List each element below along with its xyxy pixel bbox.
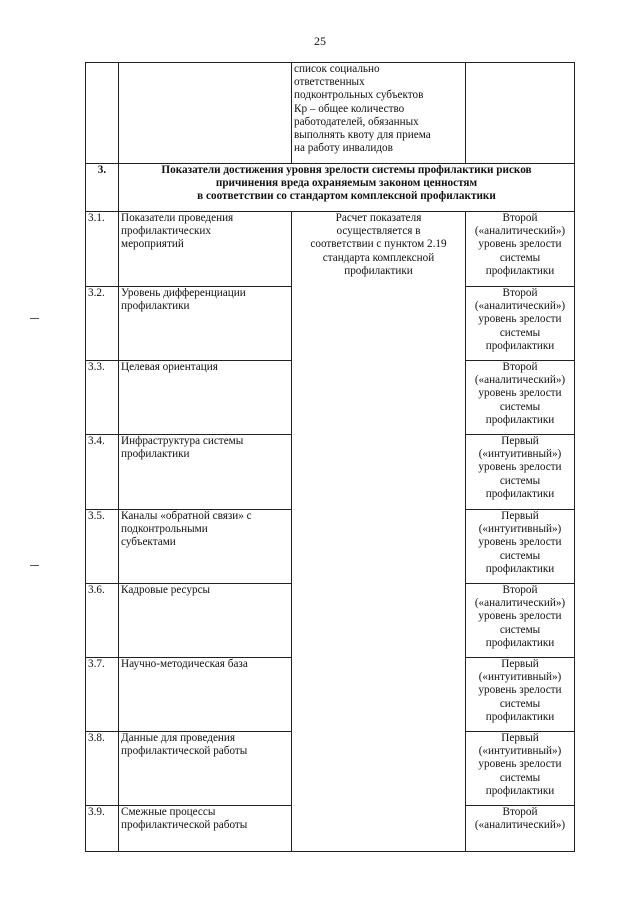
indicator-name-line: Показатели проведения (121, 212, 234, 224)
indicator-number: 3.6. (86, 584, 119, 658)
section-title-line: в соответствии со стандартом комплексной профилактики (197, 190, 496, 203)
maturity-level-line: уровень зрелости (478, 536, 562, 549)
indicator-name-line: Целевая ориентация (121, 361, 218, 373)
maturity-level-line: профилактики (485, 413, 555, 426)
maturity-level-line: («аналитический») (474, 597, 566, 610)
section-title (119, 164, 575, 212)
indicator-name (119, 584, 292, 658)
maturity-level-line: («аналитический») (474, 225, 566, 238)
section-number: 3. (86, 164, 119, 212)
section-title-line: Показатели достижения уровня зрелости системы профилактики рисков (161, 164, 532, 176)
maturity-level-line: Второй (502, 584, 538, 596)
maturity-level-line: («интуитивный») (478, 745, 562, 758)
formula-description-cell (292, 63, 466, 164)
indicator-number: 3.5. (86, 510, 119, 584)
calculation-method-line: осуществляется в (336, 225, 421, 238)
maturity-level (466, 287, 575, 361)
indicator-name-line: Смежные процессы (121, 806, 216, 818)
indicator-name-line: Инфраструктура системы (121, 435, 244, 447)
indicator-name (119, 361, 292, 435)
indicator-name (119, 732, 292, 806)
indicator-number: 3.8. (86, 732, 119, 806)
maturity-level-line: («интуитивный») (478, 448, 562, 461)
calculation-method-line: Расчет показателя (335, 212, 422, 224)
formula-line: на работу инвалидов (294, 142, 393, 155)
maturity-level-line: системы (499, 400, 541, 413)
table-row-continuation (86, 63, 575, 164)
indicator-name (119, 658, 292, 732)
indicators-table (85, 62, 575, 852)
indicator-name-line: субъектами (121, 536, 176, 549)
formula-line: выполнять квоту для приема (294, 129, 431, 142)
maturity-level-line: уровень зрелости (478, 684, 562, 697)
indicator-name-line: Данные для проведения (121, 732, 236, 744)
indicator-name (119, 435, 292, 510)
table-row (86, 212, 575, 287)
maturity-level-line: Второй (502, 361, 538, 373)
calculation-method-line: профилактики (344, 264, 413, 277)
maturity-level-line: профилактики (485, 710, 555, 723)
formula-line: подконтрольных субъектов (294, 89, 424, 102)
maturity-level-line: профилактики (485, 562, 555, 575)
maturity-level-line: Первый (501, 658, 539, 670)
maturity-level-line: Второй (502, 806, 538, 818)
maturity-level-line: Первый (501, 510, 539, 522)
maturity-level-line: уровень зрелости (478, 461, 562, 474)
section-header-row (86, 164, 575, 212)
table-cell (119, 63, 292, 164)
calculation-method (292, 212, 466, 852)
indicator-number: 3.3. (86, 361, 119, 435)
calculation-method-line: соответствии с пунктом 2.19 (310, 238, 447, 251)
formula-line: ответственных (294, 76, 365, 89)
maturity-level-line: Первый (501, 732, 539, 744)
maturity-level-line: системы (499, 549, 541, 562)
maturity-level-line: уровень зрелости (478, 758, 562, 771)
maturity-level-line: («интуитивный») (478, 523, 562, 536)
indicator-number: 3.2. (86, 287, 119, 361)
formula-line: Кр – общее количество (294, 102, 405, 115)
maturity-level-line: профилактики (485, 784, 555, 797)
maturity-level-line: профилактики (485, 636, 555, 649)
maturity-level-line: профилактики (485, 339, 555, 352)
maturity-level-line: Первый (501, 435, 539, 447)
indicator-name (119, 212, 292, 287)
formula-line: список социально (294, 63, 380, 75)
maturity-level-line: уровень зрелости (478, 387, 562, 400)
maturity-level-line: системы (499, 771, 541, 784)
maturity-level-line: («аналитический») (474, 300, 566, 313)
indicator-name (119, 806, 292, 852)
indicator-name-line: профилактической работы (121, 819, 248, 832)
indicator-name-line: Уровень дифференциации (121, 287, 246, 299)
indicator-name-line: профилактики (121, 300, 190, 313)
indicator-number: 3.4. (86, 435, 119, 510)
indicator-name-line: Научно-методическая база (121, 658, 248, 670)
indicator-name-line: подконтрольными (121, 523, 208, 536)
maturity-level (466, 510, 575, 584)
maturity-level (466, 732, 575, 806)
maturity-level-line: профилактики (485, 264, 555, 277)
maturity-level-line: уровень зрелости (478, 238, 562, 251)
table-cell (466, 63, 575, 164)
maturity-level-line: («аналитический») (474, 819, 566, 832)
indicator-name-line: Каналы «обратной связи» с (121, 510, 252, 522)
calculation-method-line: стандарта комплексной (322, 251, 435, 264)
margin-mark (30, 565, 39, 566)
maturity-level-line: системы (499, 474, 541, 487)
maturity-level-line: системы (499, 326, 541, 339)
maturity-level (466, 435, 575, 510)
table-cell (86, 63, 119, 164)
maturity-level (466, 212, 575, 287)
maturity-level-line: Второй (502, 287, 538, 299)
indicator-name-line: профилактических (121, 225, 211, 238)
section-title-line: причинения вреда охраняемым законом ценностям (215, 177, 478, 190)
maturity-level-line: («аналитический») (474, 374, 566, 387)
maturity-level (466, 806, 575, 852)
indicator-name (119, 287, 292, 361)
maturity-level (466, 584, 575, 658)
maturity-level-line: уровень зрелости (478, 610, 562, 623)
indicator-number: 3.9. (86, 806, 119, 852)
margin-mark (30, 318, 39, 319)
maturity-level-line: системы (499, 697, 541, 710)
maturity-level-line: системы (499, 251, 541, 264)
maturity-level-line: уровень зрелости (478, 313, 562, 326)
maturity-level-line: Второй (502, 212, 538, 224)
indicator-name-line: мероприятий (121, 238, 184, 251)
indicator-name-line: профилактической работы (121, 745, 248, 758)
maturity-level (466, 658, 575, 732)
maturity-level (466, 361, 575, 435)
indicator-name (119, 510, 292, 584)
indicator-name-line: Кадровые ресурсы (121, 584, 211, 596)
maturity-level-line: («интуитивный») (478, 671, 562, 684)
formula-line: работодателей, обязанных (294, 115, 419, 128)
indicator-number: 3.1. (86, 212, 119, 287)
indicator-name-line: профилактики (121, 448, 190, 461)
maturity-level-line: системы (499, 623, 541, 636)
indicator-number: 3.7. (86, 658, 119, 732)
page-number: 25 (314, 34, 326, 48)
maturity-level-line: профилактики (485, 487, 555, 500)
